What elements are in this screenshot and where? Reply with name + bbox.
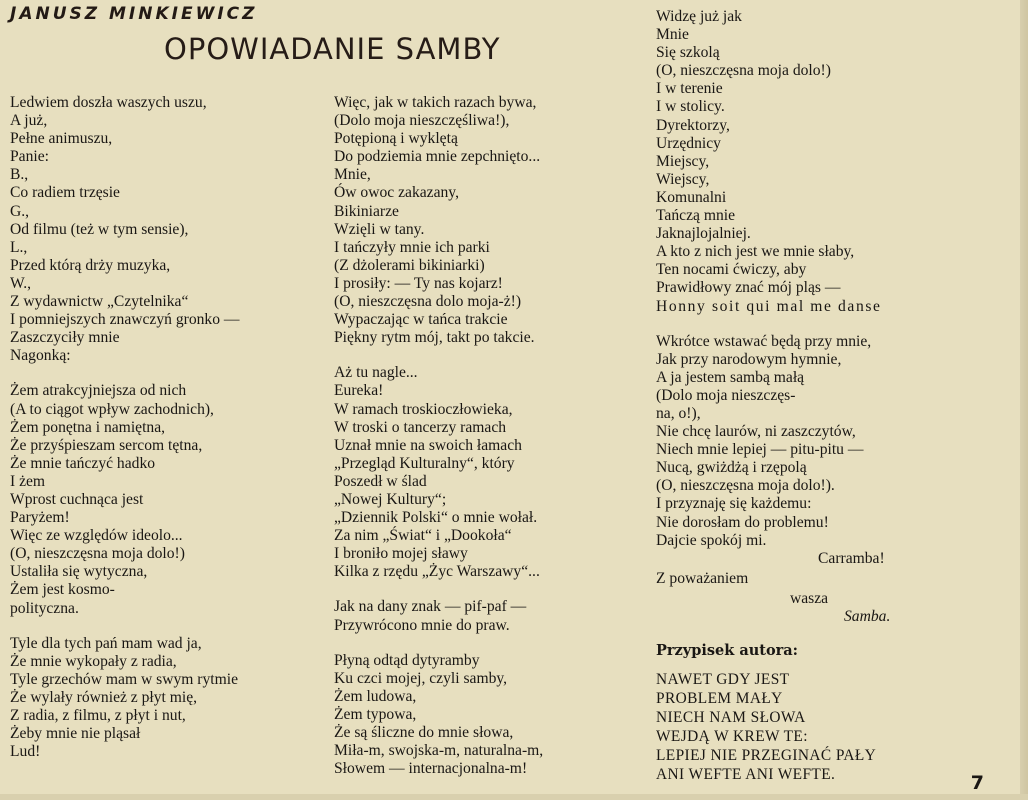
verse-line: Więc, jak w takich razach bywa, [334, 94, 537, 111]
verse-line: Kilka z rzędu „Życ Warszawy“... [334, 563, 540, 581]
verse-line: Wiejscy, [656, 170, 710, 188]
verse-line: Więc ze względów ideolo... [10, 527, 183, 545]
verse-line: Że mnie wykopały z radia, [10, 652, 177, 670]
verse-line: Wprost cuchnąca jest [10, 490, 144, 508]
verse-line: Lud! [10, 743, 41, 761]
verse-line: Jaknajlojalniej. [656, 225, 751, 243]
poem-title: OPOWIADANIE SAMBY [164, 32, 501, 66]
verse-line: Bikiniarze [334, 202, 399, 220]
page-number: 7 [970, 772, 984, 794]
verse-line: Urzędnicy [656, 134, 721, 152]
verse-line: Pełne animuszu, [10, 130, 113, 148]
verse-line: Nie dorosłam do problemu! [656, 513, 829, 531]
poem-column-2 [334, 94, 543, 778]
page-edge-right [1020, 0, 1028, 800]
verse-line: Tyle grzechów mam w swym rytmie [10, 670, 238, 688]
verse-line: I broniło mojej sławy [334, 545, 468, 563]
stanza-break [10, 618, 240, 635]
verse-line: A ja jestem sambą małą [656, 368, 805, 386]
verse-line: Słowem — internacjonalna-m! [334, 760, 528, 778]
verse-line: A już, [10, 112, 48, 130]
verse-line: Aż tu nagle... [334, 364, 418, 382]
verse-line: Z radia, z filmu, z płyt i nut, [10, 707, 186, 724]
verse-line: Płyną odtąd dytyramby [334, 651, 480, 669]
verse-line: (O, nieszczęsna moja dolo!). [656, 477, 835, 495]
verse-line: Żeby mnie nie pląsał [10, 725, 141, 743]
verse-line: Że mnie tańczyć hadko [10, 454, 156, 472]
signature-name: Samba. [844, 608, 891, 625]
verse-line: Że są śliczne do mnie słowa, [334, 724, 514, 741]
footnote-heading: Przypisek autora: [656, 642, 799, 660]
verse-line: Wzięli w tany. [334, 220, 425, 238]
verse-line: Żem jest kosmo- [10, 581, 115, 599]
verse-line: I żem [10, 472, 46, 490]
verse-line: Niech mnie lepiej — pitu-pitu — [656, 441, 864, 459]
verse-line: polityczna. [10, 599, 79, 617]
verse-line: na, o!), [656, 404, 701, 422]
stanza-break [334, 347, 543, 364]
verse-line: Wkrótce wstawać będą przy mnie, [656, 332, 872, 350]
verse-line: L., [10, 238, 28, 256]
signature-exclaim: Carramba! [818, 549, 885, 567]
verse-line: Paryżem! [10, 509, 70, 527]
verse-line: Tyle dla tych pań mam wad ja, [10, 634, 202, 652]
verse-line: Żem typowa, [334, 705, 417, 723]
verse-line: Miejscy, [656, 152, 710, 170]
verse-line: (Dolo moja nieszczęs- [656, 386, 796, 404]
verse-line: (A to ciągot wpływ zachodnich), [10, 400, 214, 418]
verse-line: Zaszczyciły mnie [10, 329, 120, 347]
verse-line: Dyrektorzy, [656, 116, 730, 134]
footnote-line: LEPIEJ NIE PRZEGINAĆ PAŁY [656, 747, 877, 765]
verse-line: Ten nocami ćwiczy, aby [656, 261, 807, 279]
signature-yours: wasza [790, 589, 829, 607]
verse-line: Że wylały również z płyt mię, [10, 688, 198, 706]
stanza-break [10, 365, 240, 382]
footnote-line: NIECH NAM SŁOWA [656, 709, 806, 727]
verse-line: Z wydawnictw „Czytelnika“ [10, 293, 189, 311]
verse-line: I prosiły: — Ty nas kojarz! [334, 274, 503, 292]
signature-regards: Z poważaniem [656, 569, 749, 587]
verse-line: Dajcie spokój mi. [656, 531, 767, 549]
verse-line: W ramach troskioczłowieka, [334, 400, 513, 418]
verse-line: Mnie [656, 26, 689, 44]
poem-column-3-verses [656, 8, 890, 550]
verse-line: Uznał mnie na swoich łamach [334, 436, 522, 454]
stanza-break [656, 316, 890, 333]
verse-line: Honny soit qui mal me danse [656, 297, 882, 315]
author-name: JANUSZ MINKIEWICZ [10, 4, 258, 24]
verse-line: (O, nieszczęsna moja dolo!) [10, 545, 185, 563]
poem-column-3 [656, 8, 890, 784]
verse-line: Żem ludowa, [334, 687, 417, 705]
stanza-break [334, 581, 543, 598]
verse-line: I w stolicy. [656, 98, 725, 116]
verse-line: Widzę już jak [656, 8, 742, 25]
verse-line: B., [10, 166, 29, 184]
verse-line: Ledwiem doszła waszych uszu, [10, 94, 207, 111]
verse-line: Nucą, gwiżdżą i rzępolą [656, 459, 807, 477]
footnote-line: NAWET GDY JEST [656, 671, 790, 689]
verse-line: I przyznaję się każdemu: [656, 495, 812, 513]
verse-line: Za nim „Świat“ i „Dookoła“ [334, 527, 512, 545]
footnote-line: ANI WEFTE ANI WEFTE. [656, 766, 836, 784]
verse-line: (Dolo moja nieszczęśliwa!), [334, 112, 510, 130]
verse-line: W troski o tancerzy ramach [334, 418, 507, 436]
verse-line: Się szkolą [656, 44, 720, 62]
verse-line: Przywrócono mnie do praw. [334, 616, 510, 634]
stanza-break [334, 635, 543, 652]
verse-line: „Przegląd Kulturalny“, który [334, 454, 515, 472]
verse-line: „Dziennik Polski“ o mnie wołał. [334, 509, 538, 527]
verse-line: Ku czci mojej, czyli samby, [334, 669, 508, 687]
verse-line: Jak przy narodowym hymnie, [656, 350, 842, 368]
verse-line: Żem ponętna i namiętna, [10, 418, 166, 436]
verse-line: Piękny rytm mój, takt po takcie. [334, 329, 535, 347]
verse-line: Nagonką: [10, 347, 71, 365]
footnote-body [656, 670, 890, 784]
verse-line: Mnie, [334, 166, 371, 184]
verse-line: Wypaczając w tańca trakcie [334, 311, 508, 329]
verse-line: Potępioną i wyklętą [334, 130, 458, 148]
verse-line: Że przyśpieszam sercom tętna, [10, 436, 203, 454]
verse-line: I w terenie [656, 80, 723, 98]
verse-line: Żem atrakcyjniejsza od nich [10, 382, 187, 400]
verse-line: (O, nieszczęsna dolo moja-ż!) [334, 293, 522, 311]
verse-line: I pomniejszych znawczyń gronko — [10, 311, 240, 329]
verse-line: Do podziemia mnie zepchnięto... [334, 148, 541, 166]
verse-line: Co radiem trzęsie [10, 184, 120, 202]
verse-line: I tańczyły mnie ich parki [334, 238, 490, 256]
verse-line: A kto z nich jest we mnie słaby, [656, 243, 855, 261]
verse-line: (Z dżolerami bikiniarki) [334, 256, 485, 274]
footnote-line: PROBLEM MAŁY [656, 690, 783, 708]
verse-line: W., [10, 274, 32, 292]
verse-line: Przed którą drży muzyka, [10, 256, 171, 274]
verse-line: Od filmu (też w tym sensie), [10, 220, 189, 238]
verse-line: Nie chcę laurów, ni zaszczytów, [656, 423, 856, 441]
verse-line: Komunalni [656, 188, 727, 206]
verse-line: Poszedł w ślad [334, 472, 427, 490]
verse-line: Miła-m, swojska-m, naturalna-m, [334, 742, 544, 760]
poem-column-1 [10, 94, 240, 761]
verse-line: Panie: [10, 148, 49, 166]
verse-line: Ustaliła się wytyczna, [10, 563, 148, 581]
verse-line: G., [10, 202, 30, 220]
verse-line: Ów owoc zakazany, [334, 184, 459, 202]
verse-line: Jak na dany znak — pif-paf — [334, 598, 527, 616]
verse-line: Eureka! [334, 382, 384, 400]
footnote-line: WEJDĄ W KREW TE: [656, 728, 808, 746]
verse-line: (O, nieszczęsna moja dolo!) [656, 62, 831, 80]
verse-line: „Nowej Kultury“; [334, 490, 447, 508]
verse-line: Tańczą mnie [656, 207, 735, 225]
verse-line: Prawidłowy znać mój pląs — [656, 279, 841, 297]
page-edge-bottom [0, 794, 1028, 800]
